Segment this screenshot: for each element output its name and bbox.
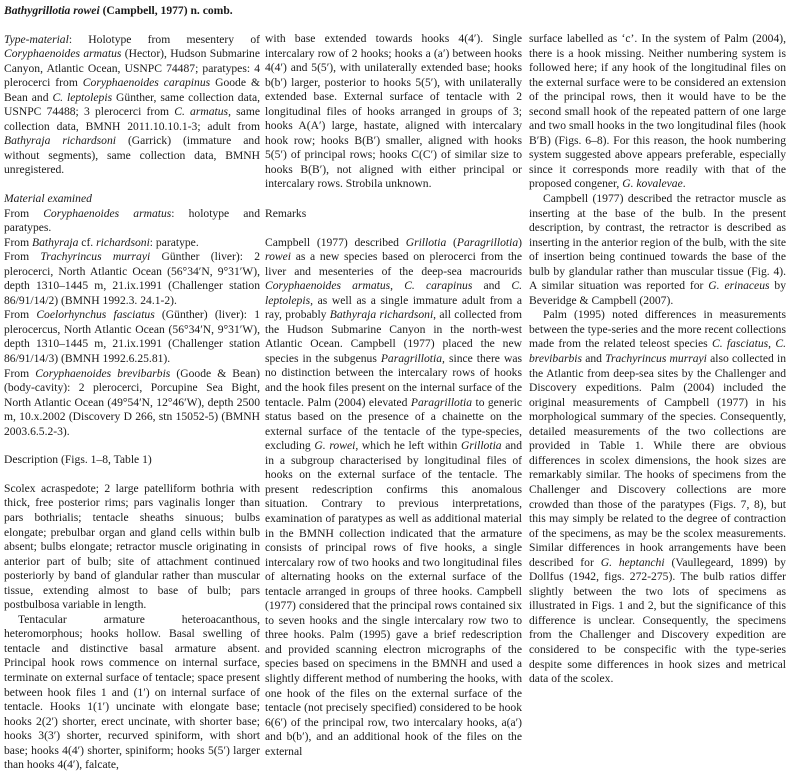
species-name: Bathygrillotia rowei xyxy=(4,4,100,17)
description-paragraph-armature: Tentacular armature heteroacanthous, heteromorphous; hooks hollow. Basal swelling of tentacle and distinctive basal armature absent. Principal hook rows commence on internal surface, terminate on external surface of tentacle; space present between hook files 1 and (1′) on internal surface of tentacle. Hooks 1(1′) uncinate with elongate base; hooks 2(2′) shorter, erect uncinate, with shorter base; hooks 3(3′) shorter, recurved spiniform, with short base; hooks 4(4′) shorter, spiniform; hooks 5(5′) larger than hooks 4(4′), falcate, xyxy=(4,612,260,772)
remarks-paragraph-2: Campbell (1977) described the retractor muscle as inserting at the base of the bulb. In the present description, by contrast, the retractor is described as inserting in the anterior region of the bulb, with the site of insertion being continued towards the base of the bulb by glandular rather than muscular tissue (Fig. 4). A similar situation was reported for G. erinaceus by Beveridge & Campbell (2007). xyxy=(529,192,786,307)
remarks-heading: Remarks xyxy=(265,207,307,221)
description-paragraph-scolex: Scolex acraspedote; 2 large patelliform bothria with thick, free posterior rims; pars vaginalis longer than pars bothrialis; tentacle sheaths sinuous; bulbs elongate; prebulbar organ and gland cells within bulb absent; bulbs elongate; retractor muscle originating in anterior part of bulb; site of attachment continued posteriorly by band of glandular rather than muscular tissue, extending almost to base of bulb; pars postbulbosa variable in length. xyxy=(4,481,260,612)
species-title xyxy=(4,4,260,19)
material-entry: From Coelorhynchus fasciatus (Günther) (liver): 1 plerocercus, North Atlantic Ocean (56°34′N, 9°31′W), depth 1310–1445 m, 21.ix.1991 (Challenger station 86/91/14/3) (BMNH 1992.6.25.81). xyxy=(4,308,260,366)
material-entry: From Coryphaenoides brevibarbis (Goode & Bean) (body-cavity): 2 plerocerci, Porcupine Sea Bight, North Atlantic Ocean (49°54′N, 12°46′W), depth 2500 m, 10.x.2002 (Discovery D 266, stn 15052-5) (BMNH 2003.6.5.2-3). xyxy=(4,366,260,438)
column-3 xyxy=(529,32,786,687)
column-2 xyxy=(265,32,522,759)
material-entry: From Trachyrincus murrayi Günther (liver): 2 plerocerci, North Atlantic Ocean (56°34′N, 9°31′W), depth 1310–1445 m, 21.ix.1991 (Challenger station 86/91/14/2) (BMNH 1992.3. 24.1-2). xyxy=(4,250,261,307)
description-paragraph-armature-continued: with base extended towards hooks 4(4′). Single intercalary row of 2 hooks; hooks a (a′) between hooks 4(4′) and 5(5′), with unilaterally extended base; hooks b(b′) larger, posterior to hooks 5(5′), with unilaterally extended base. External surface of tentacle with 2 longitudinal files of hooks arranged in groups of 3; hooks A(A′) large, hastate, aligned with intercalary hook row; hooks B(B′) smaller, aligned with hooks 5(5′) of principal rows; hooks C(C′) of similar size to hooks B(B′), not aligned with either principal or intercalary rows. Strobila unknown. xyxy=(265,32,522,191)
species-authority: (Campbell, 1977) n. comb. xyxy=(99,4,233,17)
type-material-body: : Holotype from mesentery of Coryphaenoides armatus (Hector), Hudson Submarine Canyon, Atlantic Ocean, USNPC 74487; paratypes: 4 plerocerci from Coryphaenoides carapinus Goode & Bean and C. leptolepis Günther, same collection data, USNPC 74488; 3 plerocerci from C. armatus, same collection data, BMNH 2011.10.10.1-3; adult from Bathyraja richardsoni (Garrick) (immature and without segments), same collection data, BMNH unregistered. xyxy=(4,32,261,177)
material-examined-heading: Material examined xyxy=(4,192,92,206)
remarks-paragraph-1-continued: surface labelled as ‘c’. In the system of Palm (2004), there is a hook missing. Neither numbering system is followed here; if any hook of the longitudinal files on the external surface were to be considered an extension of the principal rows, then it would have to be the second small hook of the repeated pattern of one large and two small hooks in the two longitudinal files (hook B′B) (Figs. 6–8). For this reason, the hook numbering system suggested above appears preferable, especially since it corresponds more readily with that of the proposed congener, G. kovalevae. xyxy=(529,32,786,191)
description-heading: Description (Figs. 1–8, Table 1) xyxy=(4,453,152,467)
type-material-paragraph xyxy=(4,33,260,178)
remarks-paragraph-3: Palm (1995) noted differences in measurements between the type-series and the more recent collections made from the related teleost species C. fasciatus, C. brevibarbis and Trachyrincus murrayi also collected in the Atlantic from deep-sea sites by the Challenger and Discovery expeditions. Palm (2004) included the original measurements of Campbell (1977) in his morphological summary of the species. Consequently, detailed measurements of the two collections are provided in Table 1. While there are obvious differences in scolex dimensions, the hook sizes are remarkably similar. The hooks of specimens from the Challenger and Discovery collections are more crowded than those of the paratypes (Figs. 7, 8), but this may simply be related to the degree of contraction of the specimens, as may be the scolex measurements. Similar differences in hook arrangements have been described for G. heptanchi (Vaullegeard, 1899) by Dollfus (1942, figs. 272-275). The bulb ratios differ slightly between the two lots of specimens as illustrated in Figs. 1 and 2, but the significance of this difference is unclear. Consequently, the specimens from the Challenger and Discovery expedition are considered to be conspecific with the type-series despite some differences in hook sizes and metrical data of the scolex. xyxy=(529,308,786,686)
column-1 xyxy=(4,4,260,773)
type-material-label: Type-material xyxy=(4,32,69,46)
material-entry: From Coryphaenoides armatus: holotype and paratypes. xyxy=(4,206,260,235)
remarks-paragraph-1: Campbell (1977) described Grillotia (Paragrillotia) rowei as a new species based on plerocerci from the liver and mesenteries of the deep-sea macrourids Coryphaenoides armatus, C. carapinus and C. leptolepis, as well as a single immature adult from a ray, probably Bathyraja richardsoni, all collected from the Hudson Submarine Canyon in the north-west Atlantic Ocean. Campbell (1977) placed the new species in the subgenus Paragrillotia, since there was no distinction between the intercalary rows of hooks and the hook files present on the internal surface of the tentacle. Palm (2004) elevated Paragrillotia to generic status based on the presence of a chainette on the external surface of the tentacle of the type-species, excluding G. rowei, which he left within Grillotia and in a subgroup characterised by longitudinal files of hooks on the external surface of the tentacle. The present redescription confirms this anomalous situation. Contrary to previous interpretations, examination of paratypes as well as additional material in the BMNH collection indicated that the armature consists of principal rows of five hooks, a single intercalary row of two hooks and two longitudinal files of alternating hooks on the external surface of the tentacle arranged in groups of three hooks. Campbell (1977) considered that the principal rows contained six to seven hooks and the single intercalary row two to three hooks. Palm (1995) gave a brief redescription and provided scanning electron micrographs of the species based on specimens in the BMNH and used a slightly different method of numbering the hooks, with one hook of the files on the external surface of the tentacle (not precisely specified) considered to be hook 6(6′) of the principal row, two intercalary hooks, a(a′) and b(b′), and an additional hook of the files on the external xyxy=(265,235,523,758)
material-entry: From Bathyraja cf. richardsoni: paratype. xyxy=(4,235,199,249)
